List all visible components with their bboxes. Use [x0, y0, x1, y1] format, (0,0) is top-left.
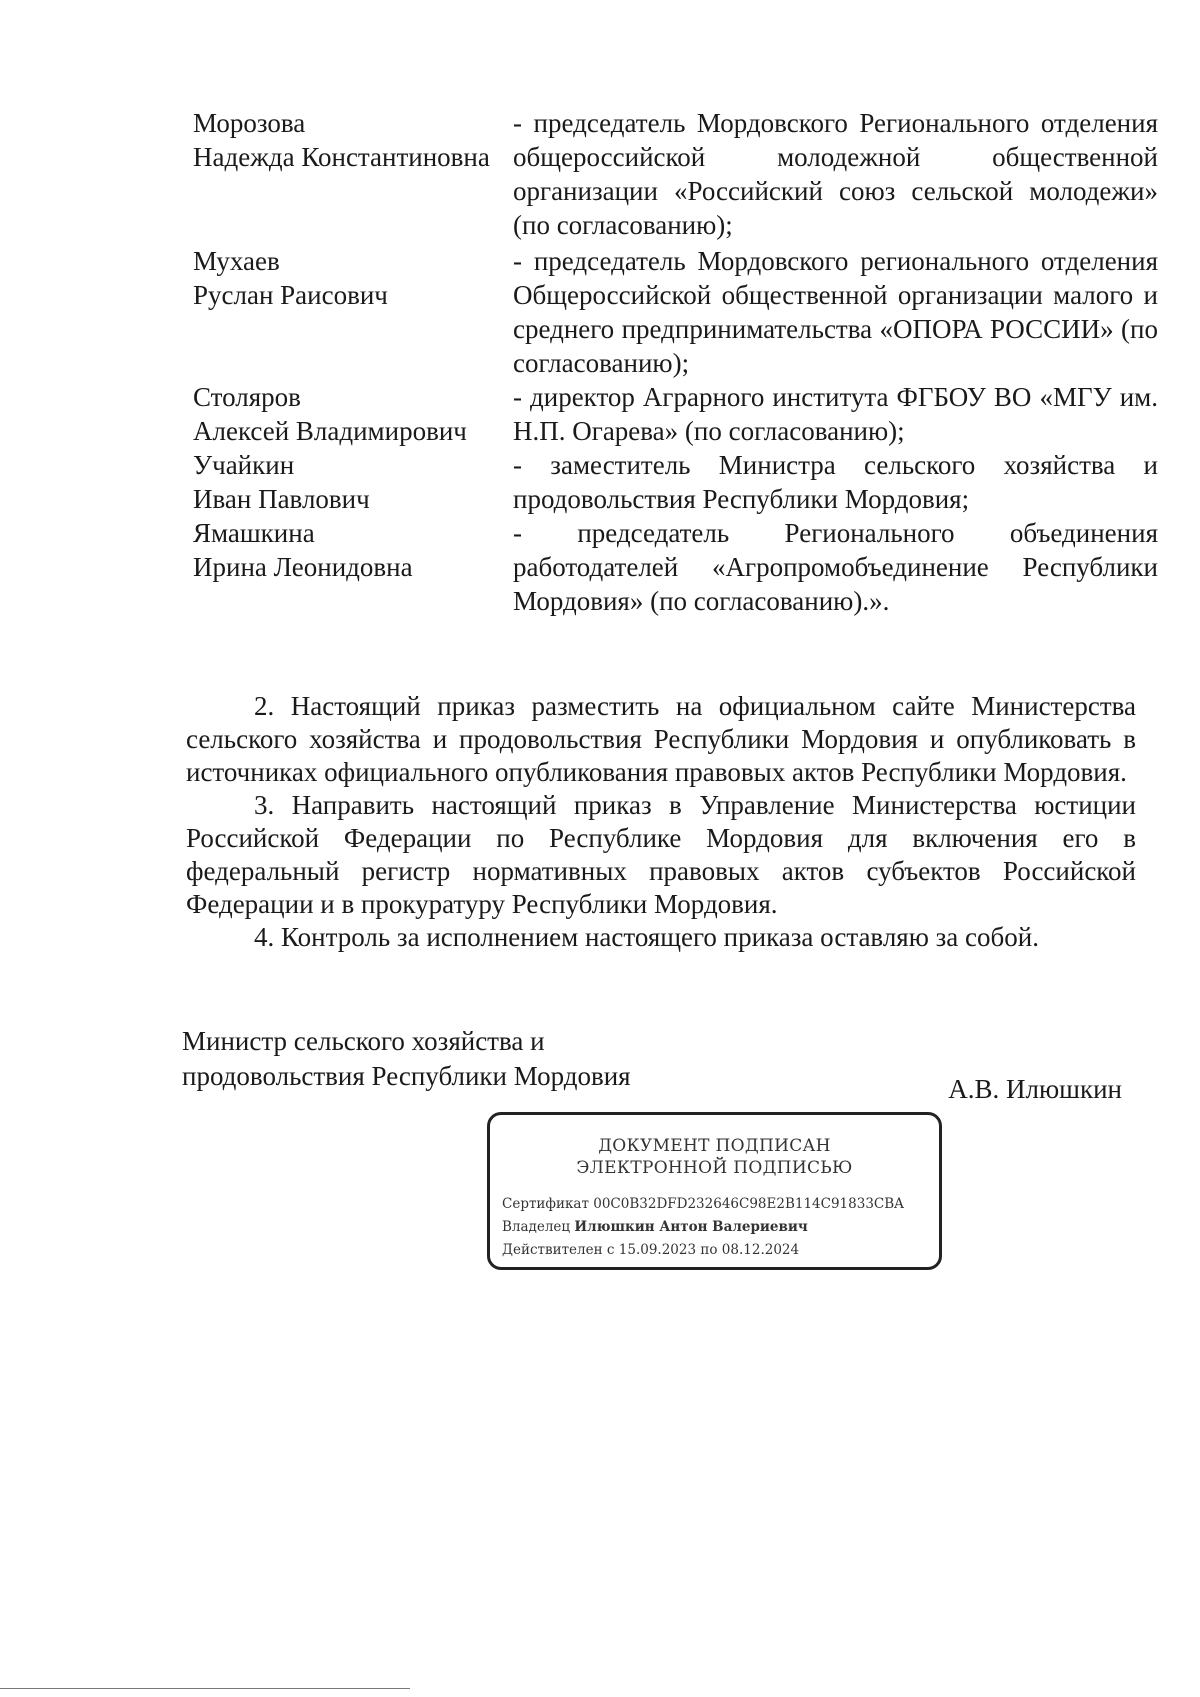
- stamp-owner-label: Владелец: [502, 1219, 571, 1235]
- member-given-names: Надежда Константиновна: [193, 142, 490, 172]
- member-given-names: Ирина Леонидовна: [193, 552, 413, 582]
- stamp-certificate-value: 00C0B32DFD232646C98E2B114C91833CBA: [593, 1196, 904, 1212]
- member-given-names: Иван Павлович: [193, 484, 370, 514]
- member-name: [193, 448, 513, 516]
- clause-publish: 2. Настоящий приказ разместить на официальном сайте Министерства сельского хозяйства и продовольствия Республики Мордовия и опубликовать в источниках официального опубликования правовых актов Республики Мордовия.: [186, 691, 1136, 787]
- member-role: - председатель Мордовского Регионального отделения общероссийской молодежной общественной организации «Российский союз сельской молодежи» (по согласованию);: [513, 108, 1158, 240]
- member-role: - председатель Мордовского регионального отделения Общероссийской общественной организации малого и среднего предпринимательства «ОПОРА РОССИИ» (по согласованию);: [513, 246, 1158, 378]
- clause-registry: 3. Направить настоящий приказ в Управление Министерства юстиции Российской Федерации по Республике Мордовия для включения его в федеральный регистр нормативных правовых актов субъектов Российской Федерации и в прокуратуру Республики Мордовия.: [186, 790, 1136, 919]
- member-entry: [193, 516, 1158, 618]
- member-role: - заместитель Министра сельского хозяйства и продовольствия Республики Мордовия;: [513, 450, 1158, 514]
- stamp-title-line: ДОКУМЕНТ ПОДПИСАН: [598, 1136, 831, 1156]
- member-role: - директор Аграрного института ФГБОУ ВО «МГУ им. Н.П. Огарева» (по согласованию);: [513, 382, 1158, 446]
- stamp-title: [490, 1135, 939, 1179]
- signatory-title-line: Министр сельского хозяйства и: [182, 1026, 545, 1056]
- member-surname: Столяров: [193, 382, 301, 412]
- order-clauses: [186, 690, 1136, 954]
- clause-control: 4. Контроль за исполнением настоящего приказа оставляю за собой.: [254, 922, 1039, 952]
- member-name: [193, 106, 513, 174]
- stamp-valid-label: Действителен с: [502, 1242, 615, 1258]
- footer-divider: [0, 1688, 410, 1689]
- member-name: [193, 516, 513, 584]
- member-entry: [193, 244, 1158, 380]
- stamp-certificate-row: [502, 1193, 939, 1216]
- signatory-name: А.В. Илюшкин: [948, 1074, 1122, 1104]
- member-role: - председатель Регионального объединения работодателей «Агропромобъединение Республики Мордовия» (по согласованию).».: [513, 518, 1158, 616]
- member-entry: [193, 448, 1158, 516]
- stamp-validity-row: [502, 1239, 939, 1262]
- stamp-owner-row: [502, 1216, 939, 1239]
- stamp-valid-to: 08.12.2024: [721, 1242, 800, 1258]
- member-surname: Морозова: [193, 108, 306, 138]
- member-given-names: Алексей Владимирович: [193, 416, 467, 446]
- stamp-valid-from: 15.09.2023: [618, 1242, 697, 1258]
- member-surname: Учайкин: [193, 450, 295, 480]
- stamp-owner-value: Илюшкин Антон Валериевич: [574, 1219, 808, 1235]
- member-name: [193, 380, 513, 448]
- member-surname: Мухаев: [193, 246, 280, 276]
- stamp-certificate-label: Сертификат: [502, 1196, 589, 1212]
- stamp-title-line: ЭЛЕКТРОННОЙ ПОДПИСЬЮ: [576, 1158, 853, 1178]
- commission-members-list: [193, 106, 1158, 618]
- signatory-title-line: продовольствия Республики Мордовия: [182, 1061, 631, 1091]
- member-entry: [193, 380, 1158, 448]
- member-entry: [193, 106, 1158, 242]
- stamp-valid-to-label: по: [700, 1242, 718, 1258]
- member-surname: Ямашкина: [193, 518, 315, 548]
- member-name: [193, 244, 513, 312]
- stamp-details: [502, 1193, 939, 1262]
- electronic-signature-stamp: [487, 1112, 942, 1270]
- signature-block: [182, 1024, 1122, 1104]
- member-given-names: Руслан Раисович: [193, 280, 388, 310]
